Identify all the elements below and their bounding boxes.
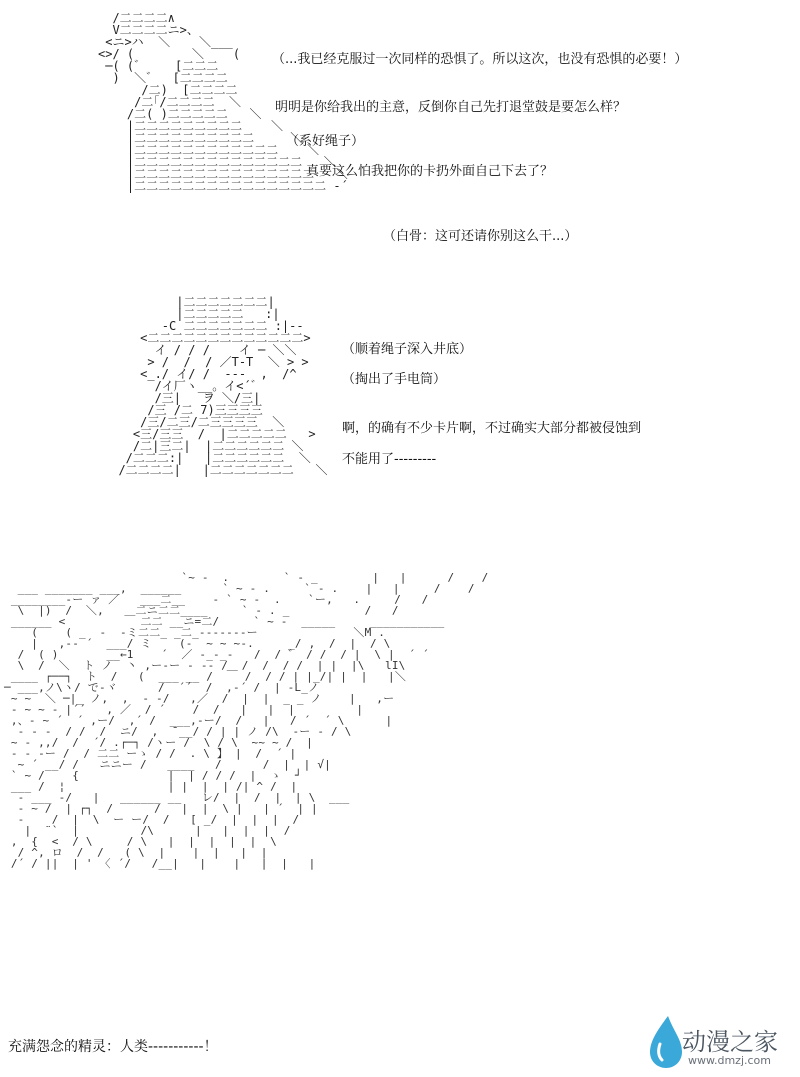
watermark-logo bbox=[640, 1010, 800, 1077]
droplet-icon bbox=[646, 1014, 686, 1070]
dialogue-line-1: （...我已经克服过一次同样的恐惧了。所以这次，也没有恐惧的必要！） bbox=[272, 52, 688, 67]
dialogue-line-3: （系好绳子） bbox=[286, 134, 365, 149]
ascii-art-figure-2: |二二二二二二二| |二二二二二 :| -C 二二二二二二二 :|-- <二二二二二二二二二二二二二> イ / / / イ ─ ＼＼ > / / / ／T-T ＼ > > <_./ イ/ / --- , /^ /イ厂ヽ__。イ<´゛ /三| ヲ ＼/三| /三 /二 7)三三三三 /三/二三/二三三三三 ＼ <三/三三 / |二二二二二 > /二|三二| |二二二二二二 ＼ /二二二:| |二二二二二二 ＼ /二二二二| |二二二二二二二 ＼ bbox=[118, 295, 328, 477]
dialogue-line-7: （掏出了手电筒） bbox=[342, 372, 447, 387]
caption: 充满怨念的精灵：人类-----------！ bbox=[8, 1039, 218, 1055]
watermark-brand: 动漫之家 bbox=[682, 1028, 778, 1056]
watermark-url: www.dmzj.com bbox=[688, 1054, 771, 1067]
ascii-art-figure-1: /二二二二∧ V二二二二ニ>、 <ニ>ハ ＼ ＼___ <>/ ( ＼ ( ─( (゛ [二二二 ) ＼゛ [二二二二 /二) [二二二二 /二｢/二二二二 ＼ /二( )二二二二二 ＼ |二二二二二二二二二 ＼ |二二二二二二二二二二 ＼ |二二二二二二二二二二二二 ＼ |二二二二二二二二二二二二二二 ＼ |二二二二二二二二二二二二二二二 ＼ |二二二二二二二二二二二二二二二二 -´ bbox=[98, 11, 348, 193]
dialogue-line-6: （顺着绳子深入井底） bbox=[342, 342, 473, 357]
dialogue-line-9: 不能用了--------- bbox=[342, 452, 437, 467]
dialogue-line-5: （白骨：这可还请你别这么干...） bbox=[383, 229, 578, 244]
dialogue-line-8: 啊，的确有不少卡片啊，不过确实大部分都被侵蚀到 bbox=[342, 421, 642, 436]
ascii-art-scene: `~ - . ` - _ | | / / ___ _______ ___, ______ ` ~ - . ` - . | | / / ________-ー ァ ／ ___二__ - ` ~ - . `ー, . / / \ |) / ＼, ＿二ニ二二____ ` - . _ / / ______ < 二二 __ニ=二/ ` ~ - _____ ___________ ( ( _ - -ミ二二_ _二_-------ー ＼M . | ,-- ´ ___/ ミ (- ~ ~ ~-. _/ , / | / \ / ( ) __←1 ´ ／ -_-_- / / ゛ / / / | \ | ´ ´ \ / ＼ ト ノ 丶 ,ー-ー - -- / / / / / | | |\ lI\ ____ ┌──┐ ト / ( ___ __ / ￣ / / / | |_/| | | |＼ ─ ___,ノ\ヽ/ で-ヾ / ´´ / ,-´ / | -L_ノ ~ ~ ＼ ─|_ ノ, , - -/ ,／ / | | _ _ ノ | ,ー - ~ ~ - |´´ , ／ / ´ / / | | | | ,、- ~ ´ ´ ,ー/ ,´ / ___,-ー/ / | / ´ ´ \ | - - - / / / ニ/ , ̄ __/ / | | ノ /\ -ー - / \ ~ - ,,/ / ´/ .┌─┐ /ヽー / \ / \ ~~ ~ / | - - -ー / / 二二 ーゝ / / . \ 】 | / ´ | ~ ´ __/ / ニニー / ____ / / | | √| ` ~ / { | | / / / | ゝ ┘ ___ / ¦ | | | | /| ^ / | - ___ -/ | ______ __ レ/ | / | | \ ___ - ~ / | ┌┐ / / | | \ | | ´ | | - / | \ ー ー/ / [ _/ | | | / | ¨` | /\ | | | | / , { < / \ / \ | | | | | \ / ^, ロ / / ( \ | | | | | /´ / || | ' 〈 ´/ /__| | | | | | bbox=[4, 571, 489, 870]
dialogue-line-4: 真要这么怕我把你的卡扔外面自己下去了？ bbox=[306, 164, 554, 179]
dialogue-line-2: 明明是你给我出的主意，反倒你自己先打退堂鼓是要怎么样？ bbox=[275, 100, 627, 115]
